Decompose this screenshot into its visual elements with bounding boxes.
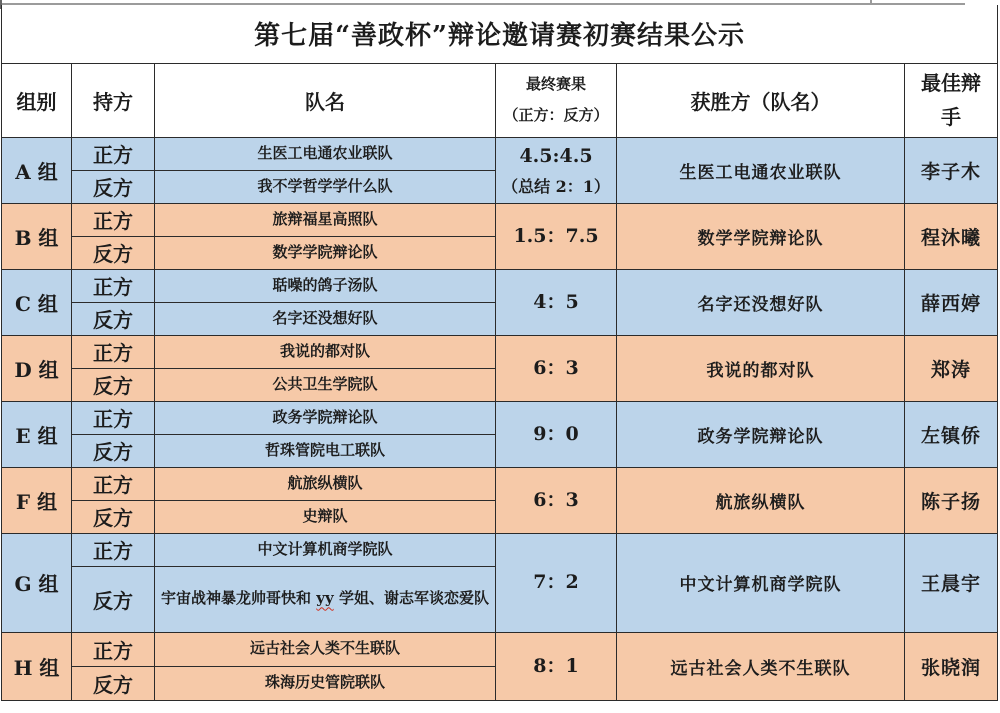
winner-team: 生医工电通农业联队: [617, 137, 905, 203]
header-winner: 获胜方（队名）: [617, 63, 905, 137]
winner-team: 远古社会人类不生联队: [617, 632, 905, 700]
team-name-pro: 中文计算机商学院队: [155, 533, 496, 566]
team-name-pro: 远古社会人类不生联队: [155, 632, 496, 666]
header-side: 持方: [72, 63, 155, 137]
spellcheck-underlined-text: yy: [316, 589, 334, 608]
team-name-con: 我不学哲学学什么队: [155, 170, 496, 203]
final-score: 9：0: [496, 401, 617, 467]
team-name-con: 数学学院辩论队: [155, 236, 496, 269]
side-label-con: 反方: [72, 170, 155, 203]
table-header-row: [2, 63, 998, 137]
team-name-con: 珠海历史管院联队: [155, 666, 496, 700]
side-label-con: 反方: [72, 236, 155, 269]
final-score: 7：2: [496, 533, 617, 632]
final-score: 4：5: [496, 269, 617, 335]
side-label-con: 反方: [72, 434, 155, 467]
table-row: [2, 632, 998, 666]
team-name-pro: 旅辩福星高照队: [155, 203, 496, 236]
side-label-pro: 正方: [72, 269, 155, 302]
group-label: D 组: [2, 335, 72, 401]
side-label-pro: 正方: [72, 137, 155, 170]
header-best-debater: 最佳辩手: [905, 63, 998, 137]
team-name-pro: 我说的都对队: [155, 335, 496, 368]
best-debater: 左镇侨: [905, 401, 998, 467]
side-label-pro: 正方: [72, 632, 155, 666]
group-label: F 组: [2, 467, 72, 533]
group-label: A 组: [2, 137, 72, 203]
header-final-result: 最终赛果 （正方：反方）: [496, 63, 617, 137]
side-label-pro: 正方: [72, 335, 155, 368]
side-label-pro: 正方: [72, 467, 155, 500]
winner-team: 政务学院辩论队: [617, 401, 905, 467]
side-label-con: 反方: [72, 368, 155, 401]
group-label: E 组: [2, 401, 72, 467]
side-label-pro: 正方: [72, 401, 155, 434]
winner-team: 中文计算机商学院队: [617, 533, 905, 632]
best-debater: 王晨宇: [905, 533, 998, 632]
header-team: 队名: [155, 63, 496, 137]
team-name-con: 史辩队: [155, 500, 496, 533]
team-name-con: 哲珠管院电工联队: [155, 434, 496, 467]
table-row: [2, 269, 998, 302]
team-name-con: 宇宙战神暴龙帅哥快和 yy 学姐、谢志军谈恋爱队: [155, 566, 496, 632]
group-label: H 组: [2, 632, 72, 700]
table-row: [2, 467, 998, 500]
page-title: 第七届“善政杯”辩论邀请赛初赛结果公示: [2, 5, 998, 63]
winner-team: 名字还没想好队: [617, 269, 905, 335]
team-name-pro: 航旅纵横队: [155, 467, 496, 500]
table-row: [2, 5, 998, 63]
group-label: G 组: [2, 533, 72, 632]
team-name-pro: 政务学院辩论队: [155, 401, 496, 434]
group-label: C 组: [2, 269, 72, 335]
team-name-con: 名字还没想好队: [155, 302, 496, 335]
winner-team: 航旅纵横队: [617, 467, 905, 533]
side-label-pro: 正方: [72, 203, 155, 236]
team-name-pro: 生医工电通农业联队: [155, 137, 496, 170]
side-label-pro: 正方: [72, 533, 155, 566]
final-score: 4.5:4.5 （总结 2：1）: [496, 137, 617, 203]
winner-team: 数学学院辩论队: [617, 203, 905, 269]
final-score: 6：3: [496, 467, 617, 533]
best-debater: 郑涛: [905, 335, 998, 401]
best-debater: 张晓润: [905, 632, 998, 700]
final-score: 8：1: [496, 632, 617, 700]
table-row: [2, 533, 998, 566]
side-label-con: 反方: [72, 500, 155, 533]
group-label: B 组: [2, 203, 72, 269]
side-label-con: 反方: [72, 566, 155, 632]
table-row: [2, 335, 998, 368]
results-table: [1, 5, 998, 701]
best-debater: 薛西婷: [905, 269, 998, 335]
side-label-con: 反方: [72, 666, 155, 700]
team-name-pro: 聒噪的鸽子汤队: [155, 269, 496, 302]
final-score: 6：3: [496, 335, 617, 401]
table-row: [2, 203, 998, 236]
table-row: [2, 137, 998, 170]
table-row: [2, 401, 998, 434]
team-name-con: 公共卫生学院队: [155, 368, 496, 401]
best-debater: 陈子扬: [905, 467, 998, 533]
best-debater: 李子木: [905, 137, 998, 203]
header-group: 组别: [2, 63, 72, 137]
winner-team: 我说的都对队: [617, 335, 905, 401]
best-debater: 程沐曦: [905, 203, 998, 269]
side-label-con: 反方: [72, 302, 155, 335]
final-score: 1.5：7.5: [496, 203, 617, 269]
